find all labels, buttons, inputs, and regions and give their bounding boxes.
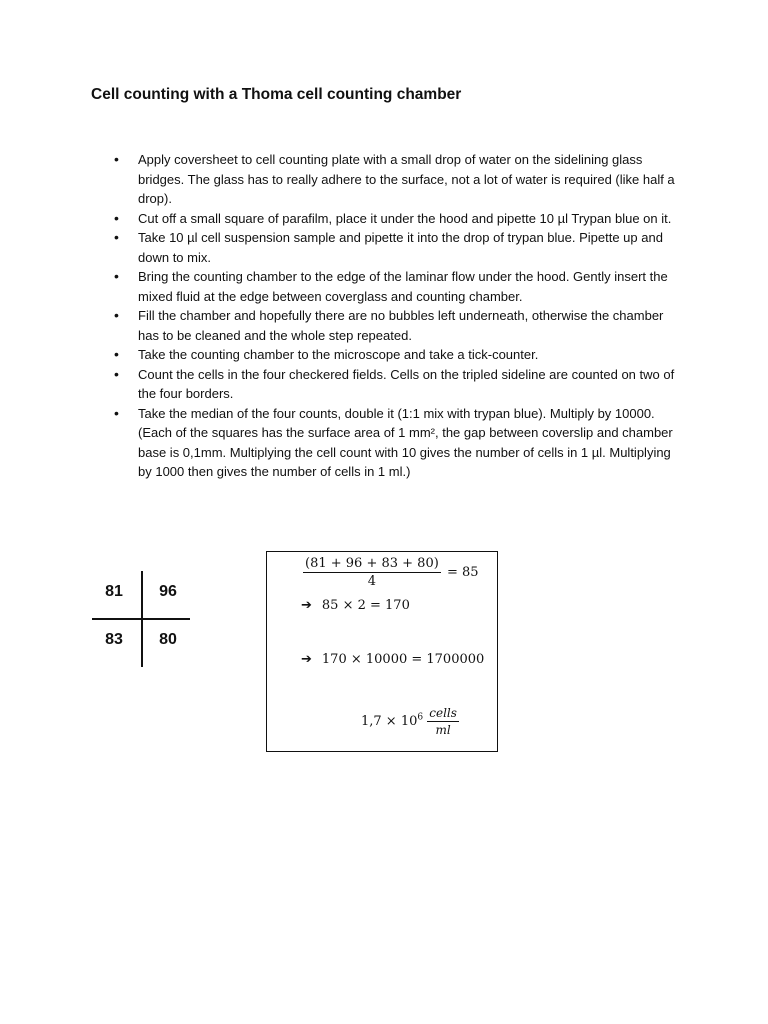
list-item: • Count the cells in the four checkered fields. Cells on the tripled sideline are counted on two of the four borders.	[112, 365, 682, 404]
final-result	[361, 706, 459, 737]
list-item: • Bring the counting chamber to the edge of the laminar flow under the hood. Gently insert the mixed fluid at the edge between coverglass and counting chamber.	[112, 267, 682, 306]
arrow-right-icon: ➔	[301, 652, 312, 667]
page-title: Cell counting with a Thoma cell counting chamber	[91, 86, 462, 103]
result-unit-fraction	[427, 706, 459, 737]
result-base: 1,7 × 10	[361, 714, 418, 729]
list-item: • Apply coversheet to cell counting plate with a small drop of water on the sidelining glass bridges. The glass has to really adhere to the surface, not a lot of water is required (like half a drop).	[112, 150, 682, 209]
count-bottom-left: 83	[105, 631, 123, 648]
mean-fraction	[303, 556, 441, 589]
calculation-box	[266, 551, 498, 752]
unit-denominator: ml	[435, 723, 451, 737]
list-item: • Fill the chamber and hopefully there are no bubbles left underneath, otherwise the chamber has to be cleaned and the whole step repeated.	[112, 306, 682, 345]
count-bottom-right: 80	[159, 631, 177, 648]
list-item: • Take 10 µl cell suspension sample and pipette it into the drop of trypan blue. Pipette up and down to mix.	[112, 228, 682, 267]
fraction-numerator: (81 + 96 + 83 + 80)	[305, 556, 439, 571]
arrow-right-icon: ➔	[301, 598, 312, 613]
unit-numerator: cells	[429, 706, 457, 720]
mean-result: = 85	[446, 565, 479, 580]
list-item: • Take the median of the four counts, double it (1:1 mix with trypan blue). Multiply by 10000. (Each of the squares has the surface area of 1 mm², the gap between coverslip and chamber base is 0,1mm. Multiplying the cell count with 10 gives the number of cells in 1 µl. Multiplying by 1000 then gives the number of cells in 1 ml.)	[112, 404, 682, 482]
fraction-denominator: 4	[367, 574, 377, 589]
doubling-equation: 85 × 2 = 170	[321, 598, 410, 613]
result-exponent: 6	[417, 712, 424, 723]
count-top-left: 81	[105, 583, 123, 600]
list-item: • Take the counting chamber to the microscope and take a tick-counter.	[112, 345, 682, 365]
multiplication-equation: 170 × 10000 = 1700000	[321, 652, 485, 667]
grid-horizontal-divider	[92, 618, 190, 620]
count-grid	[92, 571, 190, 667]
mean-formula	[303, 556, 479, 589]
procedure-steps-list	[112, 150, 682, 482]
count-top-right: 96	[159, 583, 177, 600]
multiplication-step	[301, 652, 484, 667]
list-item: • Cut off a small square of parafilm, place it under the hood and pipette 10 µl Trypan blue on it.	[112, 209, 682, 229]
doubling-step	[301, 598, 410, 613]
